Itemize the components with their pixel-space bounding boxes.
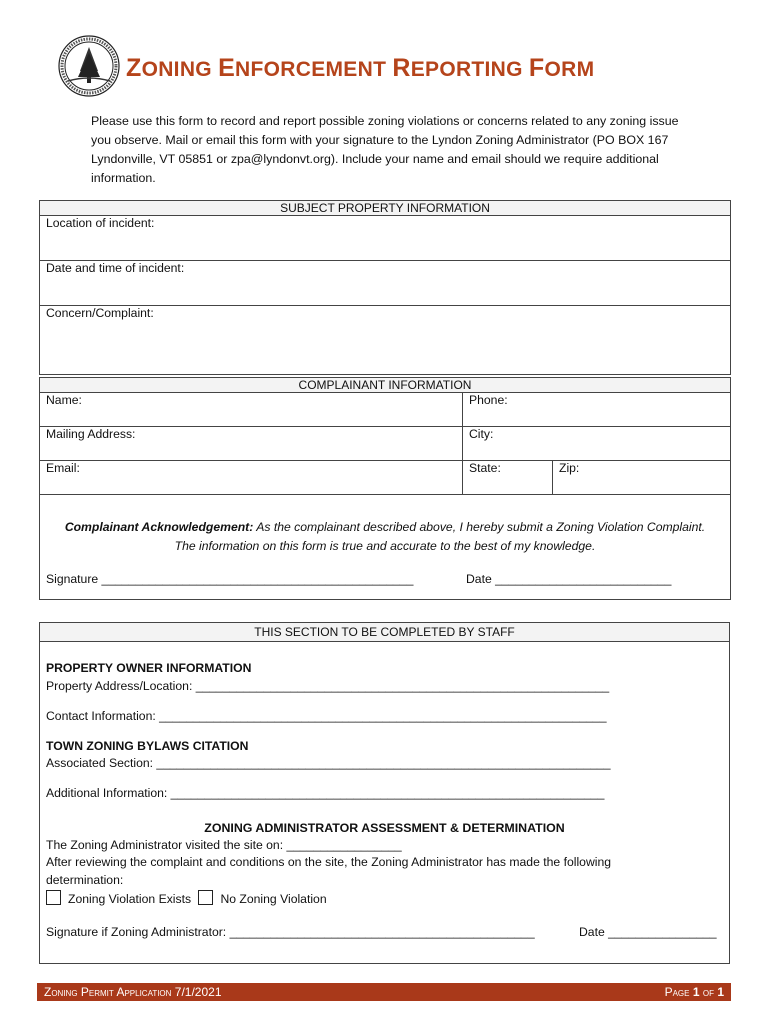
violation-exists-checkbox[interactable] <box>46 890 61 905</box>
admin-signature-line[interactable]: Signature if Zoning Administrator: _____________________________________________ <box>46 925 535 939</box>
zip-label: Zip: <box>559 461 580 475</box>
visited-line[interactable]: The Zoning Administrator visited the site on: _________________ <box>46 838 402 852</box>
state-label: State: <box>469 461 501 475</box>
section-heading: SUBJECT PROPERTY INFORMATION <box>40 201 731 216</box>
form-title: ZONING ENFORCEMENT REPORTING FORM <box>126 54 595 82</box>
concern-label: Concern/Complaint: <box>46 306 154 320</box>
staff-section <box>39 622 730 964</box>
complainant-section <box>39 377 731 600</box>
footer-document-name: Zoning Permit Application 7/1/2021 <box>44 985 222 999</box>
owner-heading: PROPERTY OWNER INFORMATION <box>46 661 252 675</box>
datetime-field[interactable] <box>40 261 731 306</box>
determination-text-2: determination: <box>46 873 124 887</box>
town-seal-logo <box>58 35 120 97</box>
additional-info-line[interactable]: Additional Information: ________________________________________________________________ <box>46 786 605 800</box>
phone-label: Phone: <box>469 393 508 407</box>
phone-field[interactable] <box>463 393 731 427</box>
location-label: Location of incident: <box>46 216 155 230</box>
zip-field[interactable] <box>553 461 731 495</box>
acknowledgement-text: Complainant Acknowledgement: As the complainant described above, I hereby submit a Zoning Violation Complaint. The information on this form is true and accurate to the best of my knowledge. <box>64 520 706 553</box>
admin-date-line[interactable]: Date ________________ <box>579 925 717 939</box>
state-field[interactable] <box>463 461 553 495</box>
page-footer <box>37 983 731 1001</box>
mailing-address-field[interactable] <box>40 427 463 461</box>
location-field[interactable] <box>40 216 731 261</box>
concern-field[interactable] <box>40 306 731 375</box>
name-field[interactable] <box>40 393 463 427</box>
no-violation-label: No Zoning Violation <box>220 892 327 906</box>
section-heading: THIS SECTION TO BE COMPLETED BY STAFF <box>40 623 729 642</box>
footer-page-number: Page 1 of 1 <box>664 985 724 999</box>
no-violation-checkbox[interactable] <box>198 890 213 905</box>
name-label: Name: <box>46 393 82 407</box>
intro-paragraph: Please use this form to record and report possible zoning violations or concerns related to any zoning issue you observe. Mail or email this form with your signature to the Lyndon Zoning Administrator (PO BOX 167 Lyndonville, VT 05851 or zpa@lyndonvt.org). Include your name and email should we require additional information. <box>91 114 679 185</box>
determination-options <box>46 890 327 906</box>
section-heading: COMPLAINANT INFORMATION <box>40 378 731 393</box>
determination-text-1: After reviewing the complaint and conditions on the site, the Zoning Administrator has made the following <box>46 855 612 869</box>
email-label: Email: <box>46 461 80 475</box>
complainant-signature-line[interactable]: Signature ______________________________________________ <box>46 572 414 586</box>
contact-info-line[interactable]: Contact Information: __________________________________________________________________ <box>46 709 607 723</box>
city-field[interactable] <box>463 427 731 461</box>
email-field[interactable] <box>40 461 463 495</box>
bylaws-heading: TOWN ZONING BYLAWS CITATION <box>46 739 249 753</box>
mailing-label: Mailing Address: <box>46 427 136 441</box>
property-address-line[interactable]: Property Address/Location: _____________________________________________________________ <box>46 679 610 693</box>
associated-section-line[interactable]: Associated Section: ___________________________________________________________________ <box>46 756 611 770</box>
assessment-heading: ZONING ADMINISTRATOR ASSESSMENT & DETERMINATION <box>204 821 565 835</box>
acknowledgement-lead: Complainant Acknowledgement: <box>64 520 254 534</box>
complainant-date-line[interactable]: Date __________________________ <box>466 572 672 586</box>
datetime-label: Date and time of incident: <box>46 261 185 275</box>
city-label: City: <box>469 427 494 441</box>
subject-property-section <box>39 200 731 375</box>
violation-exists-label: Zoning Violation Exists <box>68 892 192 906</box>
